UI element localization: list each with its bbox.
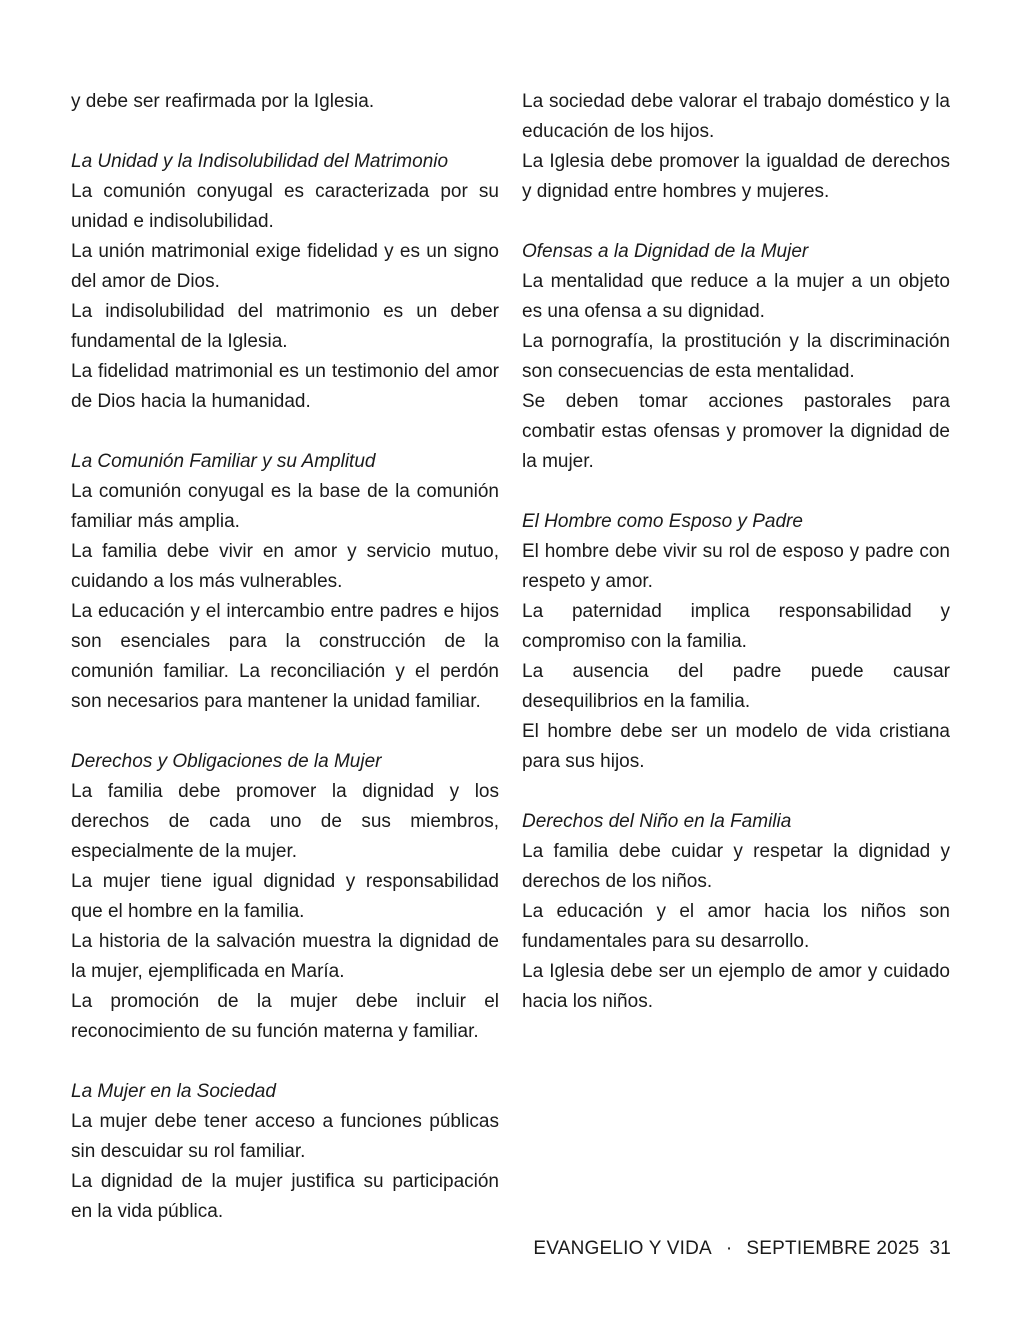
paragraph: La Iglesia debe promover la igualdad de derechos y dignidad entre hombres y mujeres. <box>522 151 950 202</box>
page-number: 31 <box>929 1238 951 1259</box>
left-column <box>71 87 499 1227</box>
paragraph: La familia debe vivir en amor y servicio mutuo, cuidando a los más vulnerables. <box>71 541 499 592</box>
publication-name: EVANGELIO Y VIDA <box>533 1238 712 1259</box>
paragraph: La Iglesia debe ser un ejemplo de amor y cuidado hacia los niños. <box>522 961 950 1012</box>
paragraph: La paternidad implica responsabilidad y compromiso con la familia. <box>522 601 950 652</box>
paragraph: Se deben tomar acciones pastorales para combatir estas ofensas y promover la dignidad de la mujer. <box>522 391 950 472</box>
paragraph: La educación y el amor hacia los niños son fundamentales para su desarrollo. <box>522 901 950 952</box>
paragraph: La fidelidad matrimonial es un testimonio del amor de Dios hacia la humanidad. <box>71 361 499 412</box>
paragraph: La comunión conyugal es caracterizada por su unidad e indisolubilidad. <box>71 181 499 232</box>
issue-date: SEPTIEMBRE 2025 <box>746 1238 920 1259</box>
paragraph: La historia de la salvación muestra la dignidad de la mujer, ejemplificada en María. <box>71 931 499 982</box>
paragraph: El hombre debe ser un modelo de vida cristiana para sus hijos. <box>522 721 950 772</box>
section-heading-ofensas: Ofensas a la Dignidad de la Mujer <box>522 241 809 262</box>
section-heading-comunion: La Comunión Familiar y su Amplitud <box>71 451 376 472</box>
paragraph: El hombre debe vivir su rol de esposo y padre con respeto y amor. <box>522 541 950 592</box>
paragraph: La sociedad debe valorar el trabajo doméstico y la educación de los hijos. <box>522 91 950 142</box>
continued-paragraph: y debe ser reafirmada por la Iglesia. <box>71 91 375 112</box>
paragraph: La mentalidad que reduce a la mujer a un objeto es una ofensa a su dignidad. <box>522 271 950 322</box>
section-heading-derechos-mujer: Derechos y Obligaciones de la Mujer <box>71 751 382 772</box>
paragraph: La ausencia del padre puede causar desequilibrios en la familia. <box>522 661 950 712</box>
paragraph: La educación y el intercambio entre padres e hijos son esenciales para la construcción de la comunión familiar. La reconciliación y el perdón son necesarios para mantener la unidad familiar. <box>71 601 499 712</box>
paragraph: La pornografía, la prostitución y la discriminación son consecuencias de esta mentalidad. <box>522 331 950 382</box>
paragraph: La comunión conyugal es la base de la comunión familiar más amplia. <box>71 481 499 532</box>
paragraph: La familia debe cuidar y respetar la dignidad y derechos de los niños. <box>522 841 950 892</box>
section-heading-mujer-sociedad: La Mujer en la Sociedad <box>71 1081 276 1102</box>
section-heading-hombre: El Hombre como Esposo y Padre <box>522 511 803 532</box>
section-heading-nino: Derechos del Niño en la Familia <box>522 811 792 832</box>
section-heading-unidad: La Unidad y la Indisolubilidad del Matrimonio <box>71 151 449 172</box>
paragraph: La mujer tiene igual dignidad y responsabilidad que el hombre en la familia. <box>71 871 499 922</box>
paragraph: La familia debe promover la dignidad y los derechos de cada uno de sus miembros, especialmente de la mujer. <box>71 781 499 862</box>
right-column <box>522 87 950 1017</box>
separator-dot: · <box>725 1238 733 1259</box>
paragraph: La dignidad de la mujer justifica su participación en la vida pública. <box>71 1171 499 1222</box>
page-footer <box>533 1236 951 1262</box>
paragraph: La unión matrimonial exige fidelidad y es un signo del amor de Dios. <box>71 241 499 292</box>
paragraph: La indisolubilidad del matrimonio es un deber fundamental de la Iglesia. <box>71 301 499 352</box>
paragraph: La promoción de la mujer debe incluir el reconocimiento de su función materna y familiar. <box>71 991 499 1042</box>
paragraph: La mujer debe tener acceso a funciones públicas sin descuidar su rol familiar. <box>71 1111 499 1162</box>
